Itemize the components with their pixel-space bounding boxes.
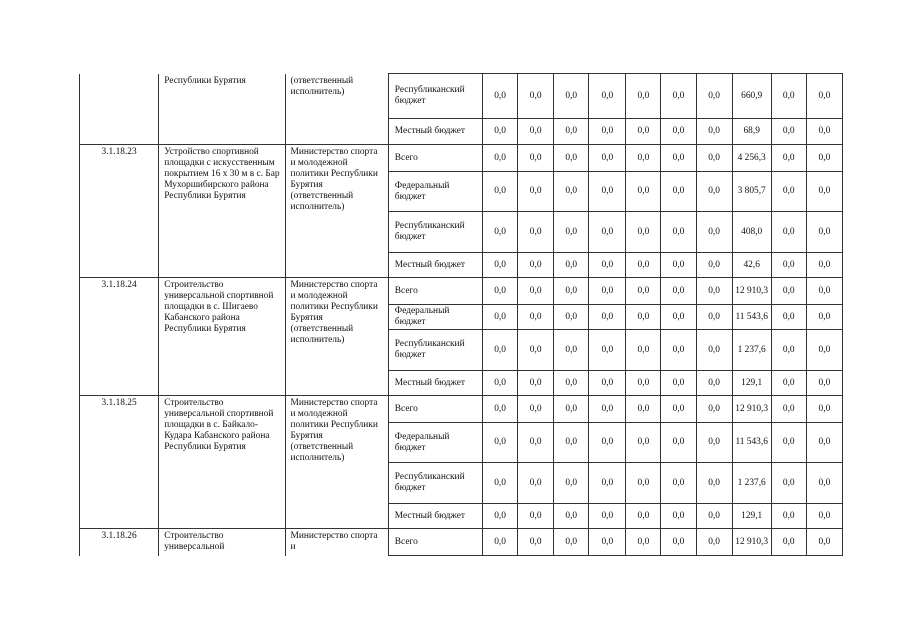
value-cell: 0,0 xyxy=(626,278,661,305)
value-cell: 0,0 xyxy=(806,145,842,172)
value-cell: 0,0 xyxy=(661,371,696,396)
value-cell: 0,0 xyxy=(626,145,661,172)
value-cell: 0,0 xyxy=(661,305,696,330)
funding-source: Федеральный бюджет xyxy=(388,172,482,212)
value-cell: 0,0 xyxy=(661,396,696,423)
funding-source: Всего xyxy=(388,278,482,305)
value-cell: 0,0 xyxy=(661,330,696,371)
value-cell: 0,0 xyxy=(483,330,518,371)
value-cell: 0,0 xyxy=(806,172,842,212)
value-cell: 0,0 xyxy=(483,463,518,504)
value-cell: 0,0 xyxy=(589,423,626,463)
value-cell: 0,0 xyxy=(771,423,806,463)
value-cell: 4 256,3 xyxy=(732,145,771,172)
value-cell: 0,0 xyxy=(771,396,806,423)
value-cell: 0,0 xyxy=(806,529,842,556)
value-cell: 0,0 xyxy=(589,278,626,305)
value-cell: 0,0 xyxy=(696,396,732,423)
value-cell: 0,0 xyxy=(696,504,732,529)
funding-source: Республиканский бюджет xyxy=(388,330,482,371)
value-cell: 0,0 xyxy=(661,504,696,529)
value-cell: 12 910,3 xyxy=(732,396,771,423)
value-cell: 0,0 xyxy=(554,278,589,305)
value-cell: 0,0 xyxy=(696,172,732,212)
funding-source: Местный бюджет xyxy=(388,504,482,529)
item-executor: Министерство спорта и молодежной политики Республики Бурятия (ответственный исполнитель) xyxy=(285,396,388,529)
value-cell: 0,0 xyxy=(554,74,589,119)
value-cell: 0,0 xyxy=(589,330,626,371)
table-row xyxy=(80,396,843,423)
value-cell: 0,0 xyxy=(518,504,554,529)
table-row xyxy=(80,529,843,556)
value-cell: 0,0 xyxy=(696,253,732,278)
value-cell: 0,0 xyxy=(589,463,626,504)
value-cell: 0,0 xyxy=(806,396,842,423)
value-cell: 0,0 xyxy=(661,172,696,212)
value-cell: 0,0 xyxy=(554,305,589,330)
value-cell: 0,0 xyxy=(626,305,661,330)
value-cell: 0,0 xyxy=(483,529,518,556)
funding-source: Всего xyxy=(388,529,482,556)
item-executor: Министерство спорта и xyxy=(285,529,388,556)
value-cell: 0,0 xyxy=(483,504,518,529)
value-cell: 0,0 xyxy=(696,330,732,371)
value-cell: 0,0 xyxy=(696,371,732,396)
value-cell: 0,0 xyxy=(771,119,806,145)
value-cell: 0,0 xyxy=(518,119,554,145)
value-cell: 408,0 xyxy=(732,212,771,253)
value-cell: 0,0 xyxy=(771,145,806,172)
value-cell: 0,0 xyxy=(771,278,806,305)
value-cell: 0,0 xyxy=(771,504,806,529)
funding-source: Федеральный бюджет xyxy=(388,305,482,330)
value-cell: 129,1 xyxy=(732,504,771,529)
value-cell: 0,0 xyxy=(518,330,554,371)
value-cell: 129,1 xyxy=(732,371,771,396)
funding-source: Всего xyxy=(388,396,482,423)
table-row xyxy=(80,74,843,119)
value-cell: 0,0 xyxy=(661,74,696,119)
item-code xyxy=(80,74,159,145)
value-cell: 0,0 xyxy=(696,119,732,145)
value-cell: 0,0 xyxy=(626,330,661,371)
value-cell: 0,0 xyxy=(554,463,589,504)
value-cell: 0,0 xyxy=(696,463,732,504)
value-cell: 0,0 xyxy=(661,145,696,172)
funding-source: Всего xyxy=(388,145,482,172)
value-cell: 0,0 xyxy=(518,423,554,463)
value-cell: 0,0 xyxy=(771,463,806,504)
value-cell: 0,0 xyxy=(518,529,554,556)
value-cell: 0,0 xyxy=(661,529,696,556)
value-cell: 0,0 xyxy=(589,253,626,278)
value-cell: 0,0 xyxy=(554,172,589,212)
item-code: 3.1.18.25 xyxy=(80,396,159,529)
funding-source: Местный бюджет xyxy=(388,371,482,396)
value-cell: 0,0 xyxy=(626,463,661,504)
value-cell: 0,0 xyxy=(483,253,518,278)
value-cell: 0,0 xyxy=(554,529,589,556)
value-cell: 0,0 xyxy=(806,278,842,305)
value-cell: 0,0 xyxy=(696,305,732,330)
value-cell: 0,0 xyxy=(554,504,589,529)
table-row xyxy=(80,278,843,305)
item-name: Республики Бурятия xyxy=(159,74,285,145)
value-cell: 0,0 xyxy=(518,172,554,212)
funding-source: Республиканский бюджет xyxy=(388,212,482,253)
value-cell: 0,0 xyxy=(806,305,842,330)
value-cell: 0,0 xyxy=(661,212,696,253)
item-code: 3.1.18.24 xyxy=(80,278,159,396)
item-name: Строительство универсальной xyxy=(159,529,285,556)
value-cell: 0,0 xyxy=(806,330,842,371)
value-cell: 0,0 xyxy=(518,305,554,330)
value-cell: 0,0 xyxy=(696,145,732,172)
value-cell: 0,0 xyxy=(661,423,696,463)
value-cell: 0,0 xyxy=(483,74,518,119)
value-cell: 0,0 xyxy=(696,74,732,119)
value-cell: 0,0 xyxy=(626,396,661,423)
value-cell: 0,0 xyxy=(589,119,626,145)
value-cell: 0,0 xyxy=(589,212,626,253)
value-cell: 0,0 xyxy=(518,253,554,278)
value-cell: 0,0 xyxy=(518,371,554,396)
value-cell: 0,0 xyxy=(589,396,626,423)
item-executor: (ответственный исполнитель) xyxy=(285,74,388,145)
value-cell: 0,0 xyxy=(554,119,589,145)
value-cell: 12 910,3 xyxy=(732,529,771,556)
value-cell: 68,9 xyxy=(732,119,771,145)
value-cell: 0,0 xyxy=(554,212,589,253)
funding-source: Местный бюджет xyxy=(388,253,482,278)
value-cell: 11 543,6 xyxy=(732,305,771,330)
value-cell: 0,0 xyxy=(661,278,696,305)
value-cell: 0,0 xyxy=(806,74,842,119)
budget-table xyxy=(79,73,843,556)
value-cell: 1 237,6 xyxy=(732,463,771,504)
value-cell: 0,0 xyxy=(806,371,842,396)
value-cell: 0,0 xyxy=(771,212,806,253)
item-executor: Министерство спорта и молодежной политики Республики Бурятия (ответственный исполнитель) xyxy=(285,145,388,278)
table-row xyxy=(80,145,843,172)
value-cell: 0,0 xyxy=(771,371,806,396)
value-cell: 0,0 xyxy=(554,371,589,396)
item-executor: Министерство спорта и молодежной политики Республики Бурятия (ответственный исполнитель) xyxy=(285,278,388,396)
value-cell: 0,0 xyxy=(483,212,518,253)
value-cell: 0,0 xyxy=(589,504,626,529)
item-name: Строительство универсальной спортивной площадки в с. Шигаево Кабанского района Республики Бурятия xyxy=(159,278,285,396)
value-cell: 0,0 xyxy=(589,529,626,556)
value-cell: 0,0 xyxy=(696,278,732,305)
value-cell: 0,0 xyxy=(626,74,661,119)
value-cell: 0,0 xyxy=(589,172,626,212)
value-cell: 0,0 xyxy=(771,529,806,556)
value-cell: 42,6 xyxy=(732,253,771,278)
value-cell: 0,0 xyxy=(518,74,554,119)
value-cell: 1 237,6 xyxy=(732,330,771,371)
value-cell: 12 910,3 xyxy=(732,278,771,305)
value-cell: 0,0 xyxy=(518,145,554,172)
value-cell: 0,0 xyxy=(806,119,842,145)
value-cell: 0,0 xyxy=(771,253,806,278)
value-cell: 0,0 xyxy=(696,212,732,253)
value-cell: 0,0 xyxy=(554,253,589,278)
value-cell: 0,0 xyxy=(483,145,518,172)
value-cell: 0,0 xyxy=(806,212,842,253)
value-cell: 0,0 xyxy=(554,330,589,371)
value-cell: 0,0 xyxy=(554,145,589,172)
value-cell: 0,0 xyxy=(771,330,806,371)
value-cell: 0,0 xyxy=(626,423,661,463)
value-cell: 0,0 xyxy=(483,172,518,212)
value-cell: 0,0 xyxy=(554,423,589,463)
value-cell: 0,0 xyxy=(626,504,661,529)
value-cell: 0,0 xyxy=(626,172,661,212)
value-cell: 0,0 xyxy=(771,74,806,119)
value-cell: 11 543,6 xyxy=(732,423,771,463)
item-code: 3.1.18.23 xyxy=(80,145,159,278)
value-cell: 0,0 xyxy=(554,396,589,423)
value-cell: 0,0 xyxy=(661,463,696,504)
value-cell: 0,0 xyxy=(806,423,842,463)
funding-source: Республиканский бюджет xyxy=(388,74,482,119)
value-cell: 0,0 xyxy=(771,172,806,212)
value-cell: 0,0 xyxy=(589,74,626,119)
funding-source: Федеральный бюджет xyxy=(388,423,482,463)
funding-source: Местный бюджет xyxy=(388,119,482,145)
value-cell: 0,0 xyxy=(806,463,842,504)
value-cell: 0,0 xyxy=(483,278,518,305)
value-cell: 0,0 xyxy=(483,305,518,330)
value-cell: 0,0 xyxy=(661,253,696,278)
value-cell: 0,0 xyxy=(696,529,732,556)
value-cell: 0,0 xyxy=(661,119,696,145)
value-cell: 0,0 xyxy=(518,212,554,253)
value-cell: 3 805,7 xyxy=(732,172,771,212)
value-cell: 0,0 xyxy=(806,504,842,529)
item-name: Устройство спортивной площадки с искусственным покрытием 16 х 30 м в с. Бар Мухоршибирского района Республики Бурятия xyxy=(159,145,285,278)
value-cell: 0,0 xyxy=(518,278,554,305)
value-cell: 0,0 xyxy=(771,305,806,330)
item-code: 3.1.18.26 xyxy=(80,529,159,556)
value-cell: 0,0 xyxy=(696,423,732,463)
value-cell: 0,0 xyxy=(589,371,626,396)
value-cell: 0,0 xyxy=(626,253,661,278)
value-cell: 0,0 xyxy=(626,371,661,396)
value-cell: 0,0 xyxy=(589,305,626,330)
value-cell: 0,0 xyxy=(626,212,661,253)
value-cell: 0,0 xyxy=(626,119,661,145)
value-cell: 0,0 xyxy=(483,396,518,423)
value-cell: 0,0 xyxy=(518,463,554,504)
value-cell: 0,0 xyxy=(483,119,518,145)
value-cell: 0,0 xyxy=(518,396,554,423)
value-cell: 660,9 xyxy=(732,74,771,119)
value-cell: 0,0 xyxy=(483,423,518,463)
funding-source: Республиканский бюджет xyxy=(388,463,482,504)
value-cell: 0,0 xyxy=(806,253,842,278)
value-cell: 0,0 xyxy=(589,145,626,172)
item-name: Строительство универсальной спортивной площадки в с. Байкало-Кудара Кабанского района Республики Бурятия xyxy=(159,396,285,529)
value-cell: 0,0 xyxy=(483,371,518,396)
value-cell: 0,0 xyxy=(626,529,661,556)
